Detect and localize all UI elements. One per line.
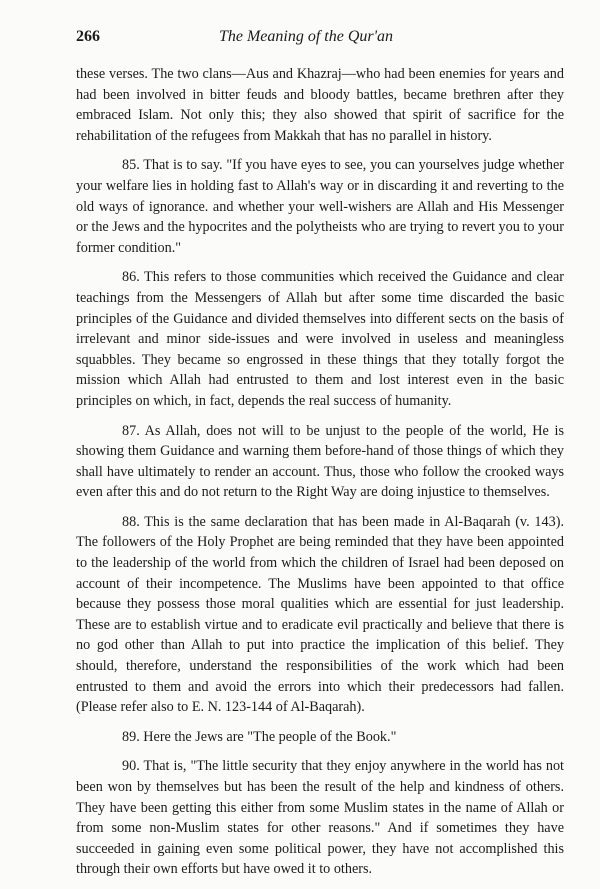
page-number: 266: [76, 28, 100, 45]
note-89: 89. Here the Jews are "The people of the Book.": [122, 728, 397, 745]
continuation-paragraph: these verses. The two clans—Aus and Khazraj—who had been enemies for years and had been involved in bitter feuds and bloody battles, became brethren after they embraced Islam. Not only this; they also showed that spirit of sacrifice for the rehabilitation of the refugees from Makkah that has no parallel in history.: [76, 66, 564, 144]
page-header: [76, 28, 536, 50]
note-90: 90. That is, "The little security that they enjoy anywhere in the world has not been won by themselves but has been the result of the help and kindness of others. They have been getting this either from some Muslim states in the name of Allah or from some non-Muslim states for other reasons." And if sometimes they have succeeded in gaining even some political power, they have not accomplished this through their own efforts but have owed it to others.: [76, 758, 564, 878]
note-86: 86. This refers to those communities which received the Guidance and clear teachings from the Messengers of Allah but after some time discarded the basic principles of the Guidance and divided themselves into different sects on the basis of irrelevant and minor side-issues and were involved in useless and meaningless squabbles. They became so engrossed in these things that they totally forgot the mission which Allah had entrusted to them and lost interest even in the basic principles on which, in fact, depends the real success of humanity.: [76, 269, 564, 409]
running-title: The Meaning of the Qur'an: [218, 28, 394, 45]
body-text: [76, 64, 564, 889]
note-87: 87. As Allah, does not will to be unjust to the people of the world, He is showing them Guidance and warning them before-hand of those things of which they shall have ultimately to render an account. Thus, those who follow the crooked ways even after this and do not return to the Right Way are doing injustice to themselves.: [76, 422, 564, 501]
note-85: 85. That is to say. "If you have eyes to see, you can yourselves judge whether your welfare lies in holding fast to Allah's way or in discarding it and reverting to the old ways of ignorance. and whether your well-wishers are Allah and His Messenger or the Jews and the hypocrites and the polytheists who are trying to revert you to your former condition.": [76, 157, 564, 256]
note-88: 88. This is the same declaration that has been made in Al-Baqarah (v. 143). The followers of the Holy Prophet are being reminded that they have been appointed to the leadership of the world from which the children of Israel had been deposed on account of their incompetence. The Muslims have been appointed to that office because they possess those moral qualities which are essential for just leadership. These are to establish virtue and to eradicate evil practically and believe that there is no god other than Allah to put into practice the implication of this belief. They should, therefore, understand the responsibilities of the work which had been entrusted to them and avoid the errors into which their predecessors had fallen. (Please refer also to E. N. 123-144 of Al-Baqarah).: [76, 513, 564, 716]
